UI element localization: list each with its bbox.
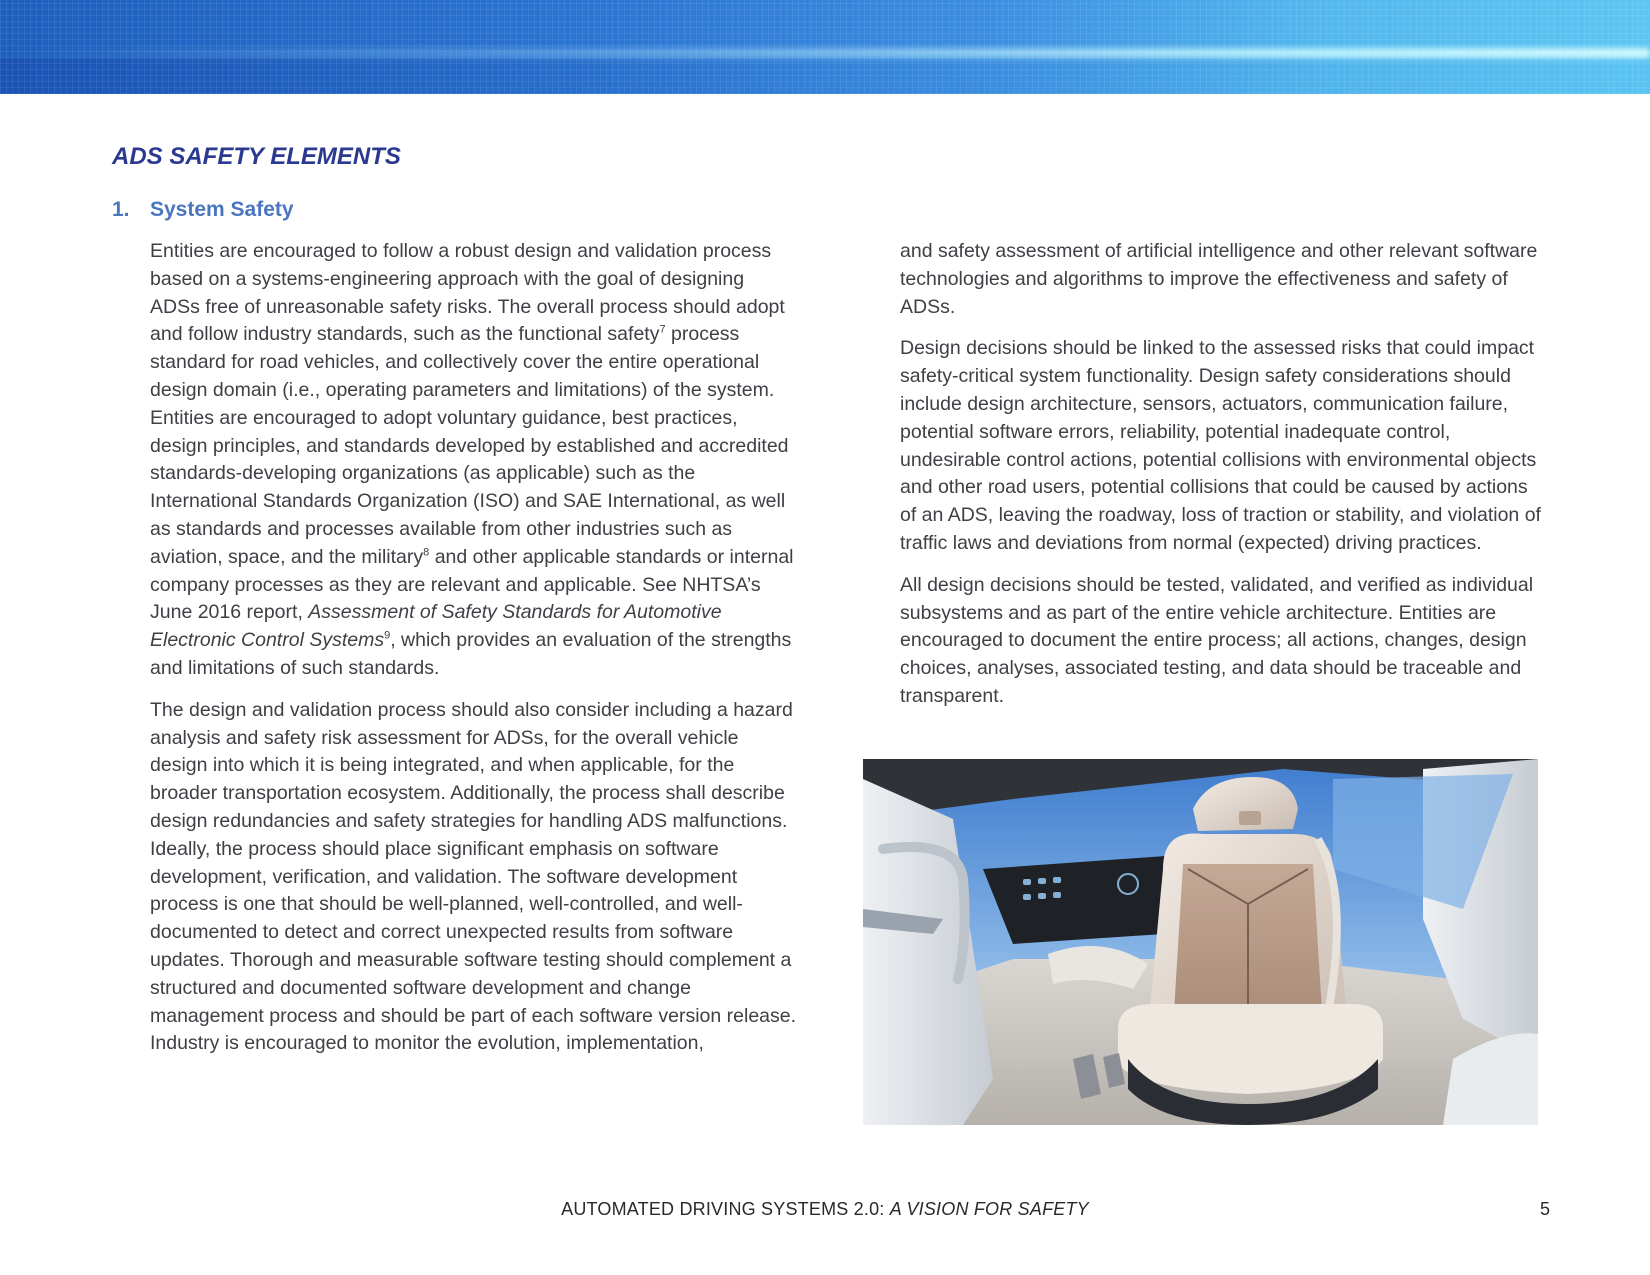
header-banner: [0, 0, 1650, 94]
footnote-ref: 9: [384, 629, 391, 642]
right-column: [900, 238, 1545, 725]
footnote-ref: 7: [659, 323, 666, 336]
section-title: ADS SAFETY ELEMENTS: [112, 143, 401, 170]
footnote-ref: 8: [423, 546, 430, 559]
report-title: Assessment of Safety Standards for Automotive Electronic Control Systems: [150, 601, 722, 652]
banner-grid-texture: [0, 0, 1650, 94]
subsection-number: 1.: [112, 198, 130, 221]
footer-doc-title: AUTOMATED DRIVING SYSTEMS 2.0:: [561, 1199, 890, 1219]
paragraph: Entities are encouraged to follow a robust design and validation process based on a systems-engineering approach with the goal of designing ADSs free of unreasonable safety risks. The overall process should adopt and follow industry standards, such as the functional safety$^7$ process standard for road vehicles, and collectively cover the entire operational design domain (i.e., operating parameters and limitations) of the system. Entities are encouraged to adopt voluntary guidance, best practices, design principles, and standards developed by established and accredited standards-developing organizations (as applicable) such as the International Standards Organization (ISO) and SAE International, as well as standards and processes available from other industries such as aviation, space, and the military$^8$ and other applicable standards or internal company processes as they are relevant and applicable. See NHTSA’s June 2016 report, Assessment of Safety Standards for Automotive Electronic Control Systems$^9$, which provides an evaluation of the strengths and limitations of such standards.: [150, 240, 794, 679]
paragraph: All design decisions should be tested, validated, and verified as individual subsystems and as part of the entire vehicle architecture. Entities are encouraged to document the entire process; all actions, changes, design choices, analyses, associated testing, and data should be traceable and transparent.: [900, 573, 1534, 707]
car-interior-illustration: [863, 759, 1538, 1125]
page-number: 5: [1539, 1199, 1550, 1219]
subsection-title: System Safety: [150, 198, 294, 221]
footer-doc-subtitle: A VISION FOR SAFETY: [889, 1199, 1089, 1219]
headrest-badge: [1239, 811, 1261, 825]
seat-base: [1118, 1004, 1383, 1094]
footer-title: [0, 1199, 1650, 1220]
vehicle-interior-photo: [863, 759, 1538, 1125]
paragraph: The design and validation process should also consider including a hazard analysis and safety risk assessment for ADSs, for the overall vehicle design into which it is being integrated, and when applicable, for the broader transportation ecosystem. Additionally, the process shall describe design redundancies and safety strategies for handling ADS malfunctions. Ideally, the process should place significant emphasis on software development, verification, and validation. The software development process is one that should be well-planned, well-controlled, and well-documented to detect and correct unexpected results from software updates. Thorough and measurable software testing should complement a structured and documented software development and change management process and should be part of each software version release. Industry is encouraged to monitor the evolution, implementation,: [150, 698, 797, 1055]
paragraph: and safety assessment of artificial intelligence and other relevant software technologies and algorithms to improve the effectiveness and safety of ADSs.: [900, 240, 1538, 318]
subsection-heading: [112, 198, 294, 222]
paragraph: Design decisions should be linked to the assessed risks that could impact safety-critical system functionality. Design safety considerations should include design architecture, sensors, actuators, communication failure, potential software errors, reliability, potential inadequate control, undesirable control actions, potential collisions with environmental objects and other road users, potential collisions that could be caused by actions of an ADS, leaving the roadway, loss of traction or stability, and violation of traffic laws and deviations from normal (expected) driving practices.: [900, 337, 1541, 554]
left-column: [150, 238, 798, 1072]
